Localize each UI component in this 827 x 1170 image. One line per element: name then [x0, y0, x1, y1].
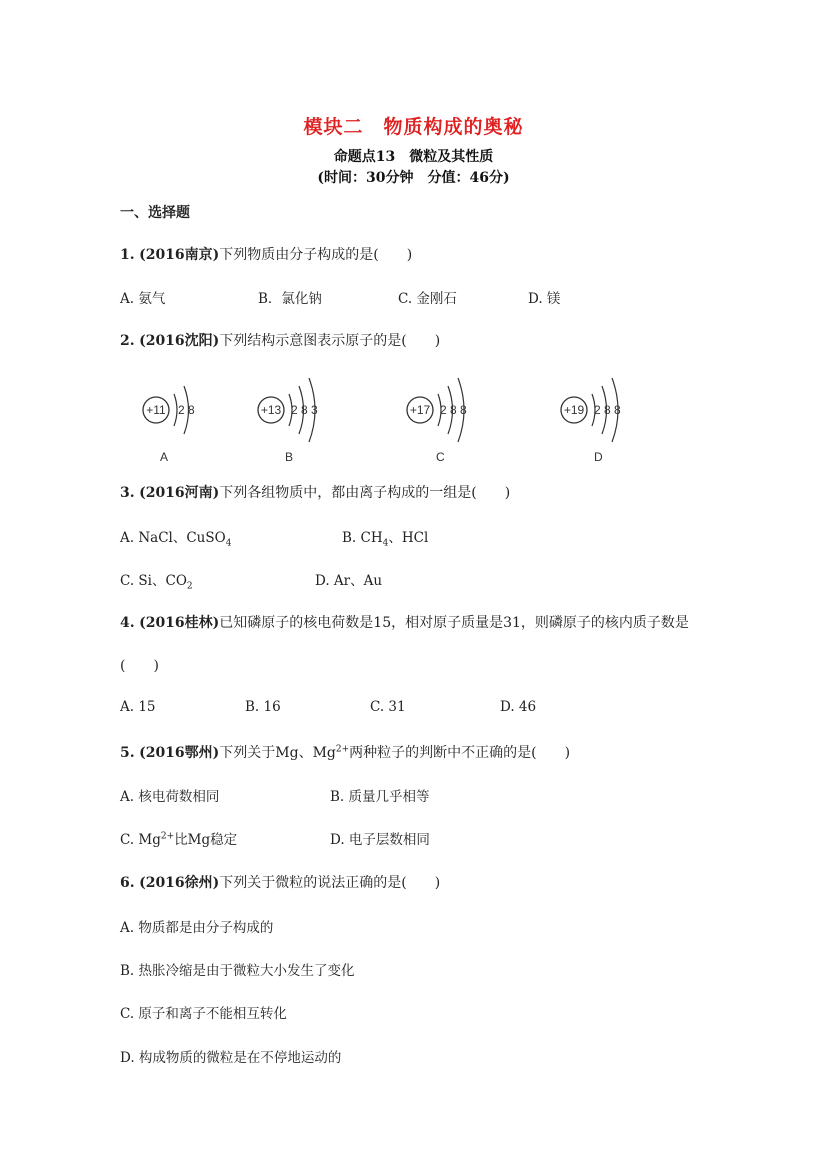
question-source: (2016南京): [139, 247, 220, 263]
electron-shells: 2 8 3: [291, 403, 318, 417]
question-number: 1.: [120, 247, 135, 263]
option-a: A. 核电荷数相同: [120, 789, 220, 805]
question-text: 已知磷原子的核电荷数是15，相对原子质量是31，则磷原子的核内质子数是: [219, 615, 689, 631]
atom-structure-diagrams: [130, 368, 670, 468]
question-3: [120, 482, 510, 502]
option-d: D. 镁: [528, 291, 561, 307]
option-c: C. 原子和离子不能相互转化: [120, 1006, 287, 1022]
option-a: A. 15: [120, 699, 156, 715]
option-d: D. 构成物质的微粒是在不停地运动的: [120, 1050, 342, 1066]
question-number: 5.: [120, 745, 135, 761]
question-text: 下列物质由分子构成的是( ): [219, 247, 413, 263]
section-heading: 一、选择题: [120, 205, 190, 221]
option-b: B．氯化钠: [258, 291, 322, 307]
page-title: 模块二 物质构成的奥秘: [303, 116, 524, 138]
question-source: (2016沈阳): [139, 333, 220, 349]
diagram-label: B: [285, 450, 294, 464]
atom-diagram-b: [258, 378, 318, 464]
option-d: D. 电子层数相同: [330, 832, 430, 848]
question-text: 下列各组物质中，都由离子构成的一组是( ): [219, 485, 511, 501]
question-4: [120, 612, 689, 632]
option-c: C. $Mg^{2+}$比Mg稳定: [120, 831, 238, 848]
time-score-info: (时间：30分钟 分值：46分): [317, 170, 510, 186]
nucleus-charge: +17: [409, 403, 431, 417]
nucleus-charge: +11: [146, 403, 166, 417]
option-b: B. $CH_4$、HCl: [342, 530, 429, 549]
diagram-label: A: [160, 450, 169, 464]
diagram-label: C: [436, 450, 445, 464]
question-2: [120, 330, 440, 350]
electron-shells: 2 8: [178, 403, 195, 417]
option-b: B. 16: [245, 699, 281, 715]
question-number: 6.: [120, 875, 135, 891]
question-text: 下列结构示意图表示原子的是( ): [219, 333, 441, 349]
question-source: (2016河南): [139, 485, 220, 501]
option-c: C. 金刚石: [398, 291, 457, 307]
electron-shells: 2 8 8: [440, 403, 467, 417]
question-5: 5. (2016鄂州)下列关于Mg、$Mg^{2+}$两种粒子的判断中不正确的是( ): [120, 744, 571, 761]
option-d: D. Ar、Au: [315, 573, 383, 589]
question-number: 2.: [120, 333, 135, 349]
atom-diagram-c: [407, 378, 467, 464]
page-subtitle: 命题点13 微粒及其性质: [333, 149, 494, 165]
question-number: 3.: [120, 485, 135, 501]
diagram-label: D: [594, 450, 603, 464]
option-a: A. 物质都是由分子构成的: [120, 920, 274, 936]
option-b: B. 热胀冷缩是由于微粒大小发生了变化: [120, 963, 355, 979]
atom-diagram-a: [143, 386, 195, 464]
option-a: A. 氨气: [120, 291, 166, 307]
question-1: [120, 244, 412, 264]
option-d: D. 46: [500, 699, 537, 715]
option-c: C. Si、$CO_2$: [120, 573, 193, 592]
nucleus-charge: +13: [260, 403, 282, 417]
question-6: [120, 872, 440, 892]
option-b: B. 质量几乎相等: [330, 789, 430, 805]
question-source: (2016徐州): [139, 875, 220, 891]
question-4-blank: ( ): [120, 658, 159, 674]
question-text: 下列关于Mg、Mg: [219, 745, 336, 761]
question-source: (2016桂林): [139, 615, 220, 631]
electron-shells: 2 8 8: [594, 403, 621, 417]
question-text: 下列关于微粒的说法正确的是( ): [219, 875, 441, 891]
question-source: (2016鄂州): [139, 745, 220, 761]
option-c: C. 31: [370, 699, 406, 715]
nucleus-charge: +19: [563, 403, 585, 417]
question-number: 4.: [120, 615, 135, 631]
atom-diagram-d: [561, 378, 621, 464]
option-a: A. NaCl、CuSO$_4$: [120, 530, 232, 549]
